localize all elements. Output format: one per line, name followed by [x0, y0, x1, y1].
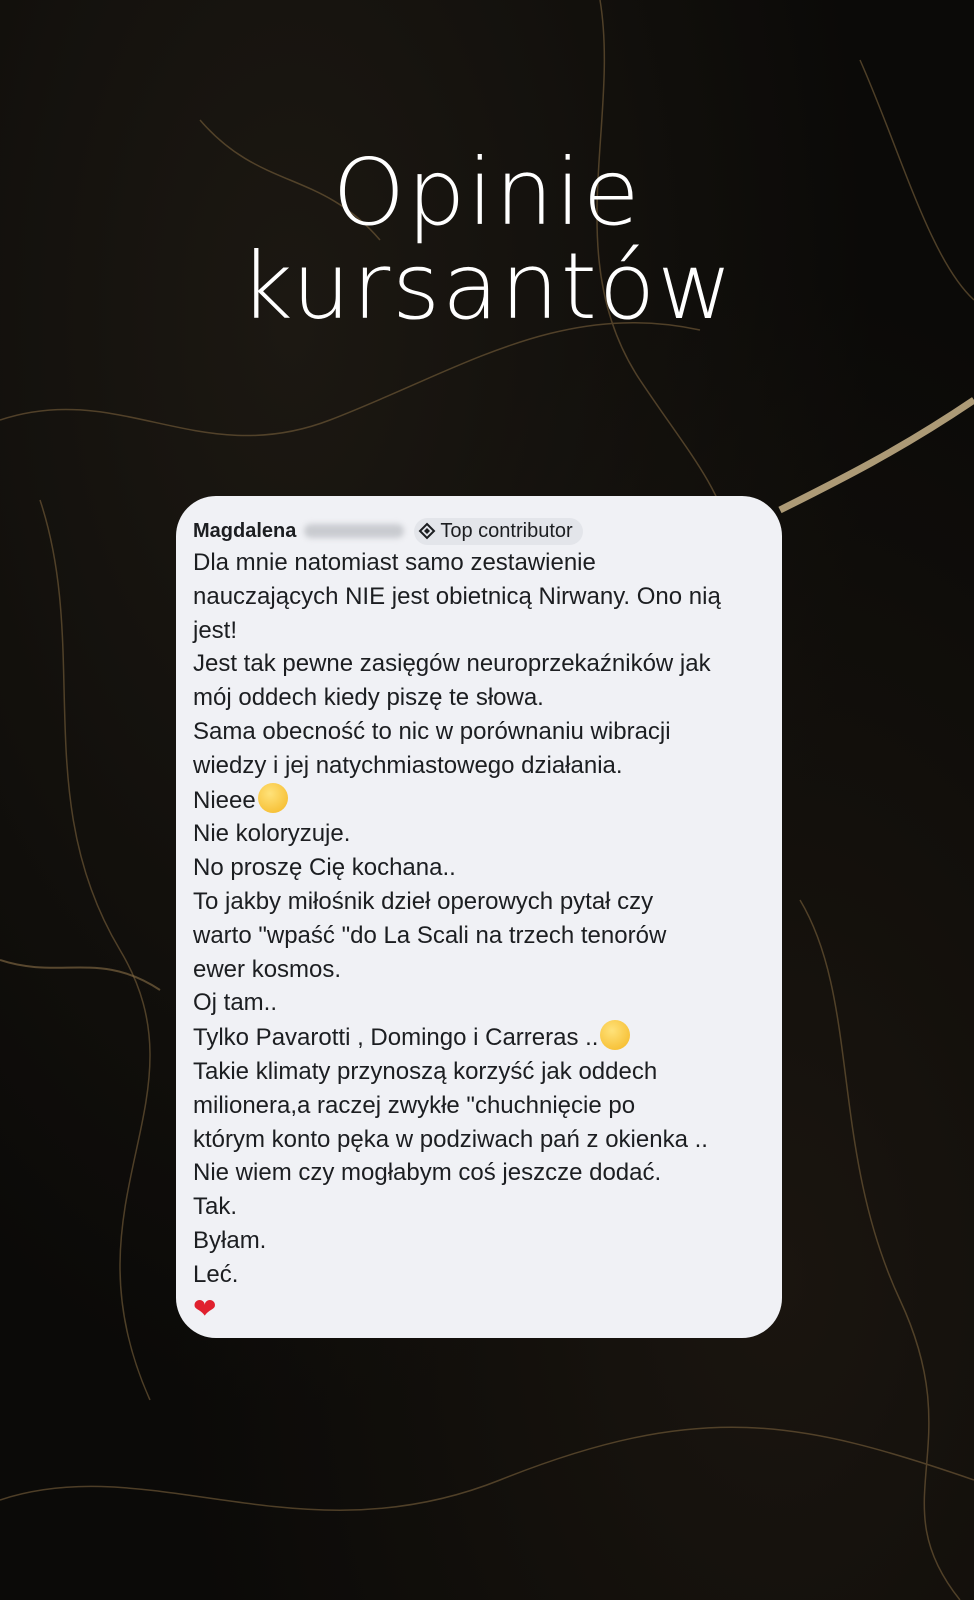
review-line — [193, 986, 764, 1020]
review-line — [193, 1224, 764, 1258]
review-card — [176, 496, 782, 1338]
review-line — [193, 647, 764, 681]
review-line — [193, 885, 764, 919]
review-line-text: nauczających NIE jest obietnicą Nirwany. Ono nią — [193, 582, 721, 610]
review-line — [193, 1258, 764, 1292]
review-line — [193, 919, 764, 953]
review-line-text: Oj tam.. — [193, 989, 278, 1017]
review-line-text: Nieee — [193, 786, 256, 814]
heart-emoji: ❤ — [193, 1292, 217, 1324]
review-line-text: ewer kosmos. — [193, 955, 342, 983]
review-line — [193, 1020, 764, 1055]
review-line — [193, 1156, 764, 1190]
review-header — [193, 516, 764, 546]
review-line-text: milionera,a raczej zwykłe "chuchnięcie po — [193, 1091, 636, 1119]
review-line — [193, 580, 764, 614]
review-line-text: Tak. — [193, 1193, 238, 1221]
review-line-text: Nie wiem czy mogłabym coś jeszcze dodać. — [193, 1159, 662, 1187]
review-line — [193, 614, 764, 648]
review-line — [193, 953, 764, 987]
review-line — [193, 546, 764, 580]
review-line-text: No proszę Cię kochana.. — [193, 854, 456, 882]
review-line-text: jest! — [193, 616, 238, 644]
review-line — [193, 1089, 764, 1123]
review-line — [193, 1123, 764, 1157]
review-line-text: Byłam. — [193, 1226, 267, 1254]
badge-label: Top contributor — [440, 519, 573, 542]
page-title-line1: Opinie — [332, 139, 642, 246]
review-line-text: wiedzy i jej natychmiastowego działania. — [193, 751, 623, 779]
page-title-line2: kursantów — [239, 233, 735, 340]
review-line-text: którym konto pęka w podziwach pań z okienka .. — [193, 1125, 708, 1153]
review-line-text: Leć. — [193, 1260, 239, 1288]
review-line-text: warto "wpaść "do La Scali na trzech tenorów — [193, 921, 667, 949]
review-line-text: To jakby miłośnik dzieł operowych pytał czy — [193, 887, 654, 915]
review-line — [193, 783, 764, 818]
review-line — [193, 681, 764, 715]
review-line-text: Jest tak pewne zasięgów neuroprzekaźników jak — [193, 650, 711, 678]
blurred-surname — [304, 524, 404, 538]
author-name[interactable]: Magdalena — [193, 519, 297, 542]
review-line — [193, 749, 764, 783]
review-line — [193, 715, 764, 749]
review-line-text: Nie koloryzuje. — [193, 820, 351, 848]
review-text — [193, 546, 764, 1292]
review-line-text: mój oddech kiedy piszę te słowa. — [193, 684, 544, 712]
review-line — [193, 851, 764, 885]
review-line-text: Sama obecność to nic w porównaniu wibracji — [193, 717, 671, 745]
review-line — [193, 1055, 764, 1089]
review-line-text: Dla mnie natomiast samo zestawienie — [193, 549, 596, 576]
review-line — [193, 817, 764, 851]
diamond-badge-icon — [418, 522, 436, 540]
review-line — [193, 1190, 764, 1224]
review-line-text: Tylko Pavarotti , Domingo i Carreras .. — [193, 1024, 599, 1052]
top-contributor-badge — [414, 518, 582, 545]
review-line-text: Takie klimaty przynoszą korzyść jak oddech — [193, 1057, 658, 1085]
grinning-sweat-emoji-icon — [258, 783, 288, 813]
laughing-squint-emoji-icon — [600, 1020, 630, 1050]
